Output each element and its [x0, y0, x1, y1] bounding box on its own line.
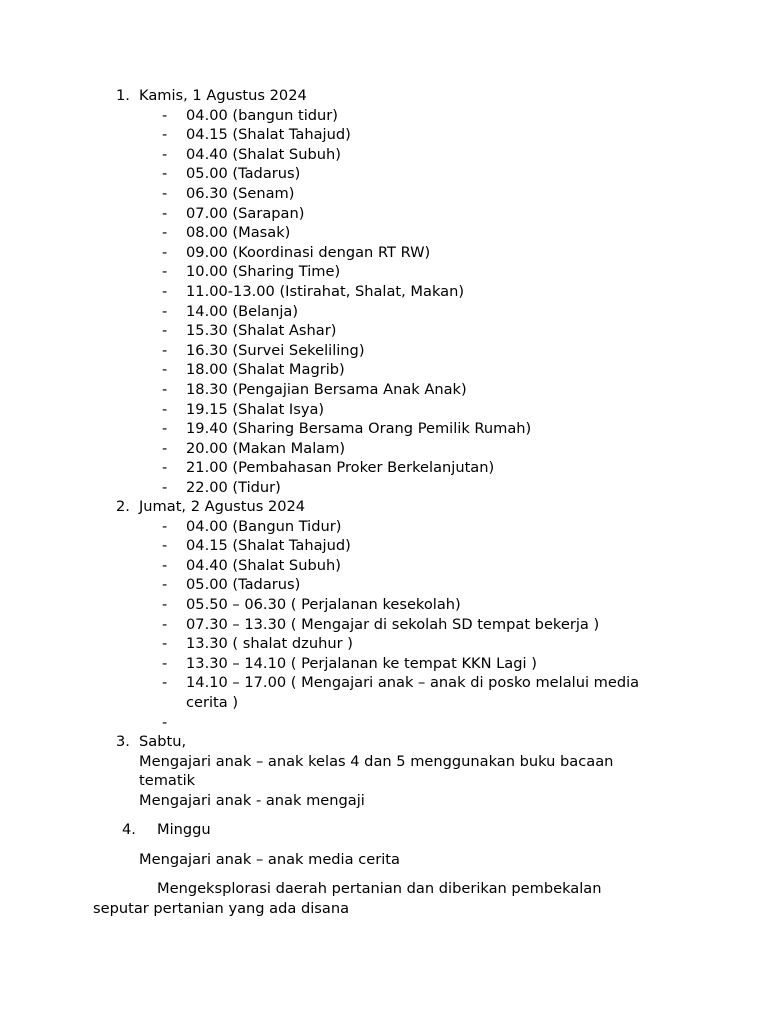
bullet-dash: -: [162, 341, 168, 359]
bullet-dash: -: [162, 674, 168, 692]
schedule-item: 05.00 (Tadarus): [186, 576, 301, 594]
schedule-item: 05.50 – 06.30 ( Perjalanan kesekolah): [186, 595, 461, 613]
bullet-dash: -: [162, 537, 168, 555]
bullet-dash: -: [162, 243, 168, 261]
bullet-dash: -: [162, 615, 168, 633]
activity-line: Mengajari anak – anak kelas 4 dan 5 menggunakan buku bacaan: [139, 753, 614, 770]
activity-line: tematik: [139, 772, 196, 789]
schedule-item: 07.30 – 13.30 ( Mengajar di sekolah SD tempat bekerja ): [186, 615, 600, 633]
bullet-dash: -: [162, 439, 168, 457]
bullet-dash: -: [162, 635, 168, 653]
schedule-item: 11.00-13.00 (Istirahat, Shalat, Makan): [186, 282, 465, 300]
schedule-item: 19.15 (Shalat Isya): [186, 400, 325, 418]
bullet-dash: -: [162, 282, 168, 300]
schedule-item: 13.30 – 14.10 ( Perjalanan ke tempat KKN Lagi ): [186, 654, 537, 672]
schedule-item: 06.30 (Senam): [186, 184, 295, 202]
schedule-item: 15.30 (Shalat Ashar): [186, 322, 337, 340]
schedule-item: 16.30 (Survei Sekeliling): [186, 341, 365, 359]
schedule-item: 04.00 (Bangun Tidur): [186, 517, 342, 535]
schedule-item: 13.30 ( shalat dzuhur ): [186, 635, 353, 653]
day-title: Sabtu,: [139, 733, 187, 750]
day-title: Minggu: [157, 821, 211, 838]
schedule-item: 18.00 (Shalat Magrib): [186, 361, 345, 379]
schedule-item: 04.15 (Shalat Tahajud): [186, 537, 351, 555]
day-number: 2.: [116, 498, 130, 515]
day-number: 4.: [122, 821, 136, 838]
bullet-dash: -: [162, 556, 168, 574]
bullet-dash: -: [162, 126, 168, 144]
day-number: 3.: [116, 733, 130, 750]
activity-line: Mengajari anak - anak mengaji: [139, 792, 365, 809]
bullet-dash: -: [162, 224, 168, 242]
bullet-dash: -: [162, 654, 168, 672]
schedule-item: 04.40 (Shalat Subuh): [186, 145, 341, 163]
bullet-dash: -: [162, 106, 168, 124]
bullet-dash: -: [162, 713, 168, 731]
paragraph-line: Mengeksplorasi daerah pertanian dan diberikan pembekalan: [157, 880, 602, 897]
schedule-item: 10.00 (Sharing Time): [186, 263, 341, 281]
schedule-item: cerita ): [186, 693, 239, 711]
schedule-item: 21.00 (Pembahasan Proker Berkelanjutan): [186, 459, 495, 477]
schedule-item: 14.10 – 17.00 ( Mengajari anak – anak di posko melalui media: [186, 674, 640, 692]
bullet-dash: -: [162, 145, 168, 163]
activity-line: Mengajari anak – anak media cerita: [139, 851, 400, 868]
bullet-dash: -: [162, 400, 168, 418]
day-title: Jumat, 2 Agustus 2024: [139, 498, 306, 515]
bullet-dash: -: [162, 459, 168, 477]
schedule-item: 05.00 (Tadarus): [186, 165, 301, 183]
schedule-item: 07.00 (Sarapan): [186, 204, 305, 222]
paragraph-line: seputar pertanian yang ada disana: [93, 900, 350, 917]
day-number: 1.: [116, 87, 130, 104]
schedule-item: 08.00 (Masak): [186, 224, 291, 242]
bullet-dash: -: [162, 263, 168, 281]
schedule-item: 22.00 (Tidur): [186, 478, 281, 496]
bullet-dash: -: [162, 595, 168, 613]
bullet-dash: -: [162, 380, 168, 398]
bullet-dash: -: [162, 517, 168, 535]
schedule-item: 18.30 (Pengajian Bersama Anak Anak): [186, 380, 467, 398]
bullet-dash: -: [162, 302, 168, 320]
bullet-dash: -: [162, 165, 168, 183]
schedule-item: 14.00 (Belanja): [186, 302, 299, 320]
schedule-item: 19.40 (Sharing Bersama Orang Pemilik Rumah): [186, 420, 532, 438]
bullet-dash: -: [162, 420, 168, 438]
bullet-dash: -: [162, 361, 168, 379]
day-title: Kamis, 1 Agustus 2024: [139, 87, 307, 104]
bullet-dash: -: [162, 184, 168, 202]
bullet-dash: -: [162, 478, 168, 496]
schedule-item: 04.15 (Shalat Tahajud): [186, 126, 351, 144]
schedule-item: 20.00 (Makan Malam): [186, 439, 346, 457]
bullet-dash: -: [162, 204, 168, 222]
schedule-item: 04.40 (Shalat Subuh): [186, 556, 341, 574]
bullet-dash: -: [162, 576, 168, 594]
schedule-item: 04.00 (bangun tidur): [186, 106, 338, 124]
bullet-dash: -: [162, 322, 168, 340]
schedule-item: 09.00 (Koordinasi dengan RT RW): [186, 243, 431, 261]
